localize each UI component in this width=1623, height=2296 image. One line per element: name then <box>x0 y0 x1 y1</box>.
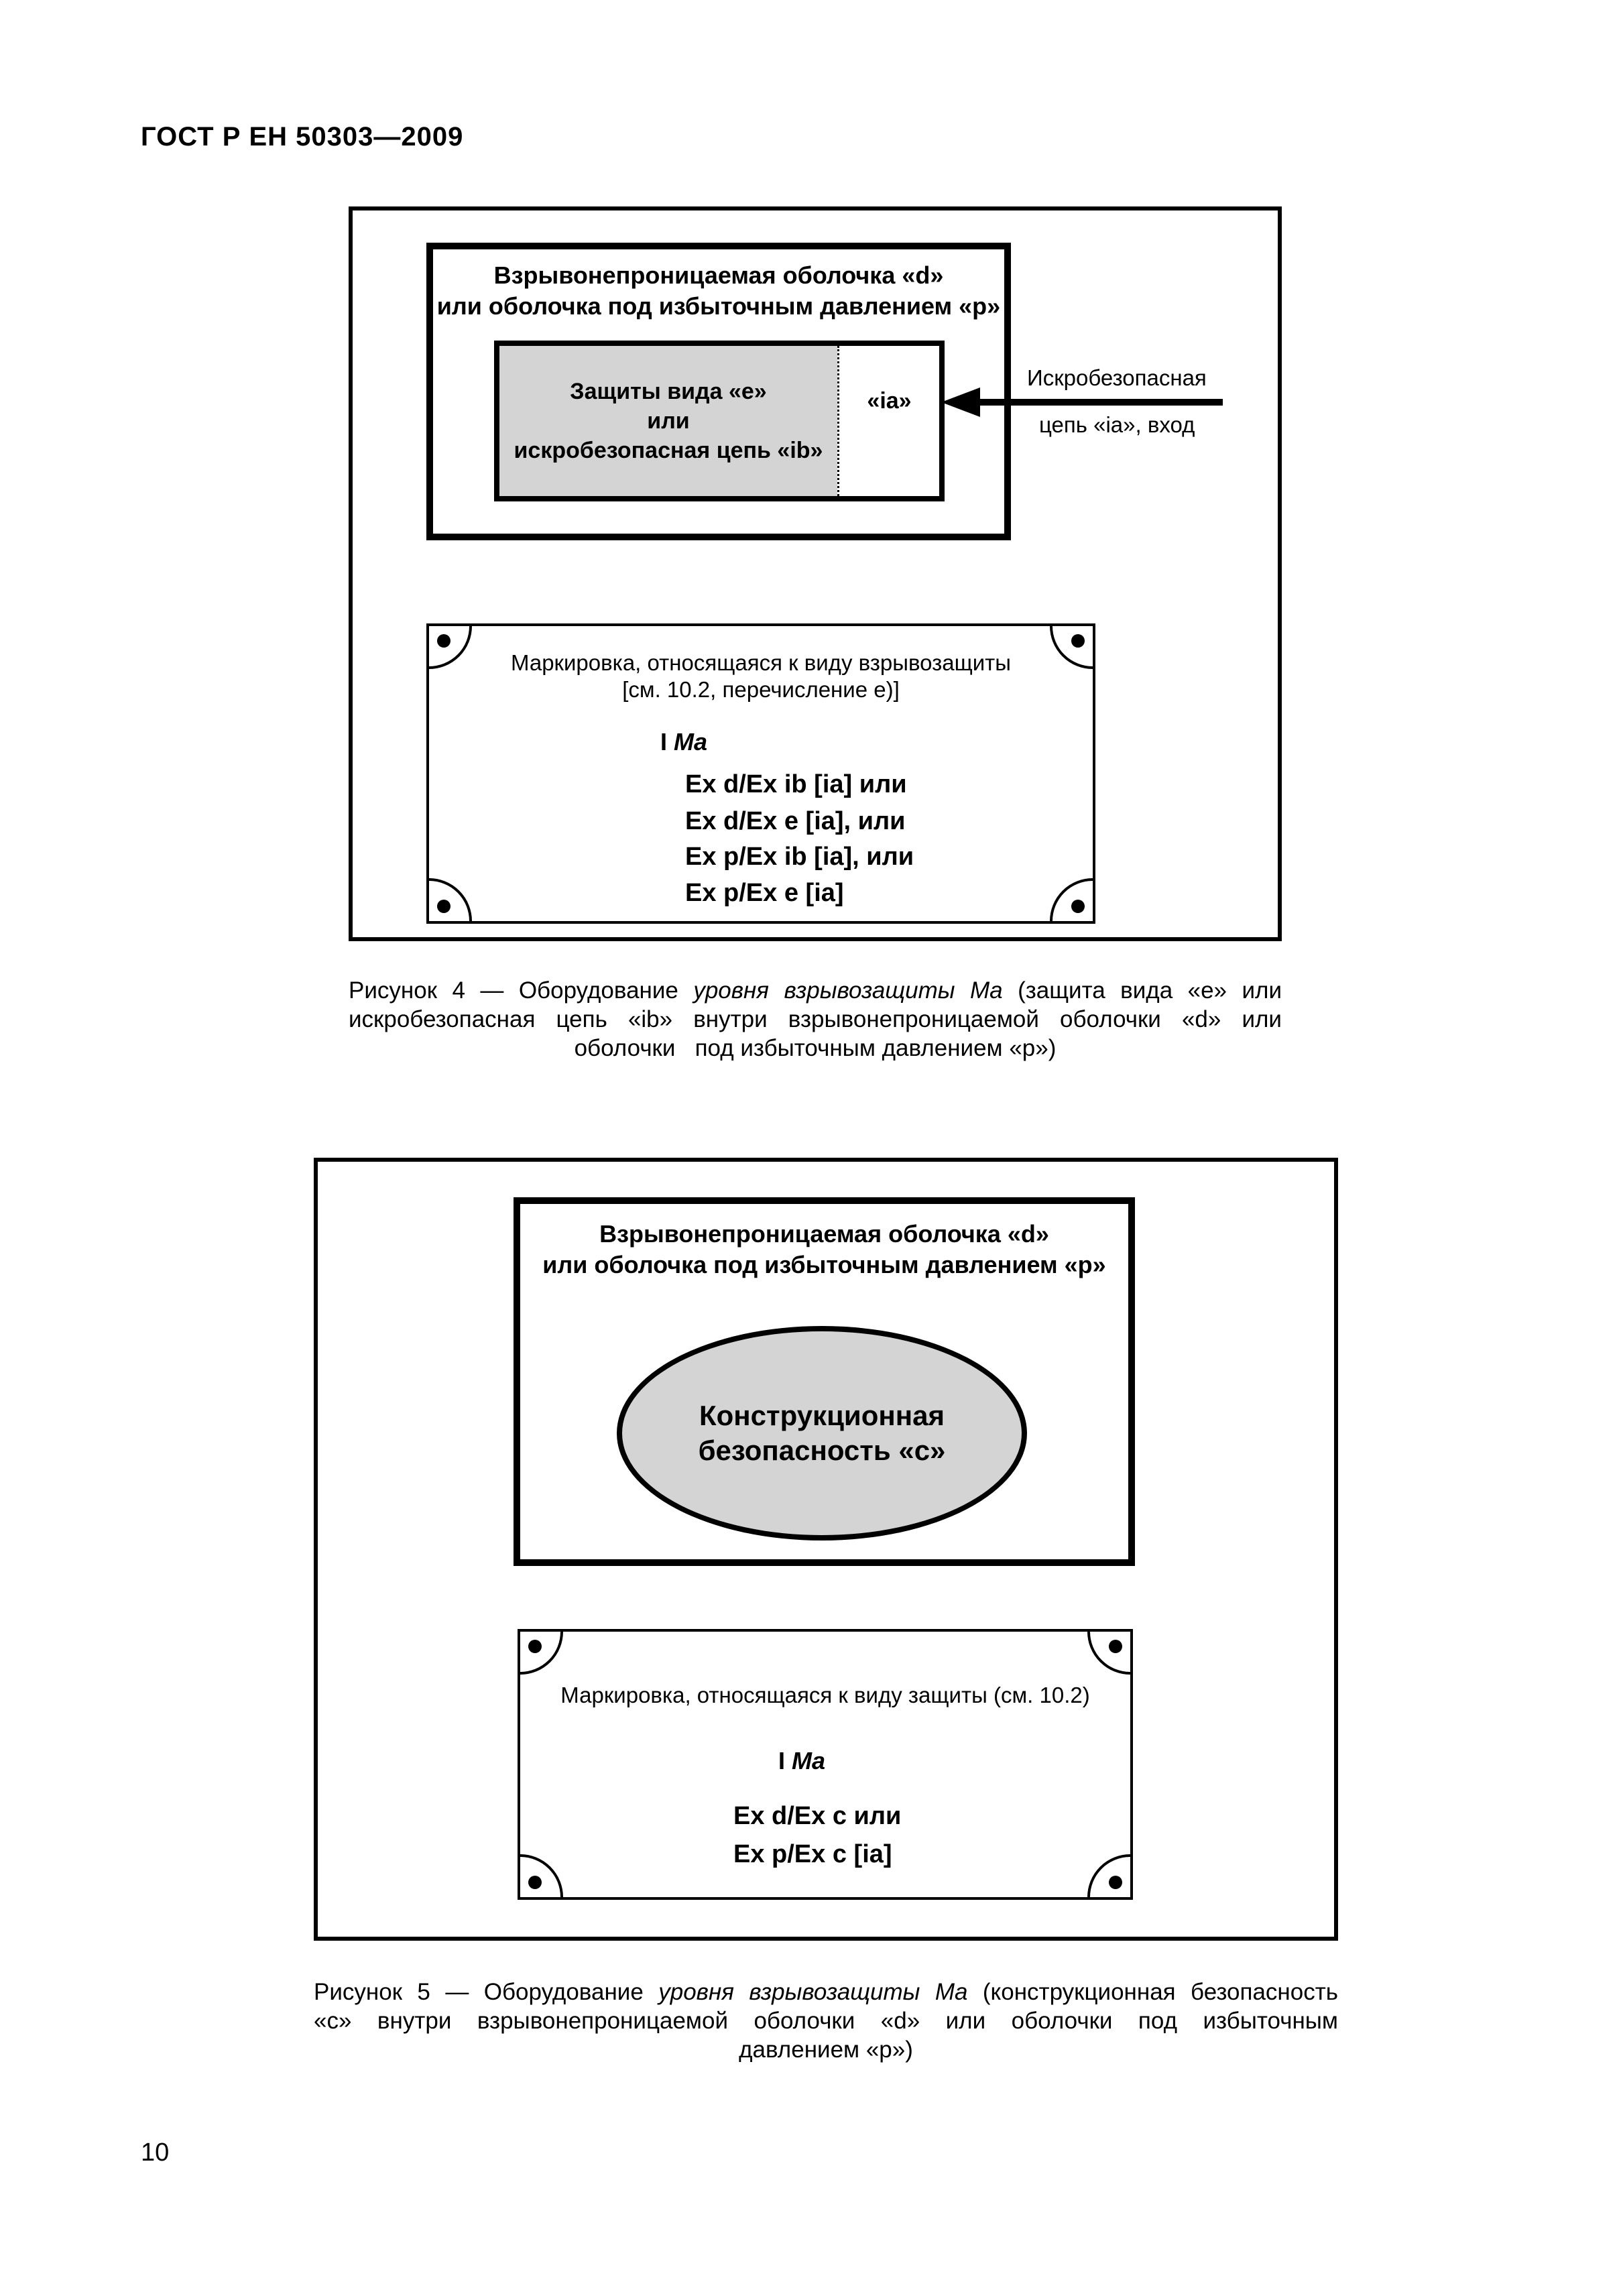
figure5-corner-tl <box>520 1632 567 1679</box>
figure4-inner-ia-label: «ia» <box>867 387 912 414</box>
document-header: ГОСТ Р ЕН 50303—2009 <box>141 122 464 152</box>
figure4-caption-italic: уровня взрывозащиты Ma <box>693 977 1003 1004</box>
figure5-enclosure-title-line1: Взрывонепроницаемая оболочка «d» <box>599 1220 1049 1248</box>
figure5-caption-line1-rest: (конструкционная безопасность <box>967 1979 1338 2005</box>
figure4-caption <box>349 976 1282 1063</box>
figure4-caption-line1-rest: (защита вида «е» или <box>1002 977 1282 1004</box>
figure4-corner-br <box>1046 874 1093 921</box>
figure4-level-ma: Ma <box>674 728 708 756</box>
figure5-caption-line3: давлением «р») <box>739 2037 913 2063</box>
figure5-caption-line2: «с» внутри взрывонепроницаемой оболочки «d» или оболочки под избыточным <box>314 2008 1338 2034</box>
figure4-inner-line1: Защиты вида «e» <box>570 379 767 404</box>
figure4-caption-line1 <box>349 976 1282 1005</box>
figure4-inner-line2: или <box>647 408 690 434</box>
figure5-oval-line2: безопасность «c» <box>698 1435 946 1466</box>
figure5-enclosure-title-line2: или оболочка под избыточным давлением «p» <box>542 1251 1106 1278</box>
figure5-caption-prefix: Рисунок 5 — Оборудование <box>314 1979 659 2005</box>
figure4-marking-plate <box>426 623 1095 924</box>
figure5-oval-line1: Конструкционная <box>699 1400 945 1431</box>
figure5-marking-title: Маркировка, относящаяся к виду защиты (см. 10.2) <box>560 1683 1090 1707</box>
figure4-inner-box <box>494 341 945 501</box>
figure4-marking-title-line2: [см. 10.2, перечисление e)] <box>622 677 900 702</box>
figure4-corner-bl <box>429 874 476 921</box>
figure5-caption-line1 <box>314 1978 1338 2006</box>
figure5-caption <box>314 1978 1338 2064</box>
figure5-enclosure-title <box>520 1219 1128 1280</box>
figure4-caption-line3: оболочки под избыточным давлением «р») <box>574 1035 1057 1061</box>
figure4-mark-1: Ex d/Ex ib [ia] или <box>685 770 907 798</box>
figure5-level-ma: Ma <box>792 1747 826 1774</box>
figure4-caption-line2: искробезопасная цепь «ib» внутри взрывонепроницаемой оболочки «d» или <box>349 1006 1282 1032</box>
figure5-corner-tr <box>1083 1632 1130 1679</box>
figure4-mark-2: Ex d/Ex e [ia], или <box>685 807 906 835</box>
page-number: 10 <box>141 2138 170 2167</box>
figure5-mark-2: Ex p/Ex c [ia] <box>733 1840 892 1868</box>
figure4-level-prefix: I <box>660 728 674 756</box>
figure4-mark-4: Ex p/Ex e [ia] <box>685 879 844 907</box>
figure4-inner-protection <box>499 346 837 496</box>
figure5-mark-1: Ex d/Ex c или <box>733 1802 902 1830</box>
figure5-caption-italic: уровня взрывозащиты Ma <box>658 1979 968 2005</box>
figure4-inner-line3: искробезопасная цепь «ib» <box>514 438 823 463</box>
figure4-marking-title-line1: Маркировка, относящаяся к виду взрывозащиты <box>510 650 1012 675</box>
figure4-mark-3: Ex p/Ex ib [ia], или <box>685 843 914 871</box>
figure4-arrow-head <box>941 387 980 417</box>
figure5-marking-plate <box>518 1629 1133 1900</box>
figure4-caption-prefix: Рисунок 4 — Оборудование <box>349 977 694 1004</box>
figure5-corner-br <box>1083 1850 1130 1897</box>
figure4-enclosure-title-line2: или оболочка под избыточным давлением «p» <box>436 292 1001 320</box>
figure5-level-prefix: I <box>778 1747 792 1774</box>
figure4-arrow-shaft <box>979 399 1223 406</box>
figure4-input-label-line2: цепь «ia», вход <box>1039 412 1195 437</box>
figure4-enclosure-title <box>433 260 1004 322</box>
figure5-level <box>778 1747 825 1775</box>
figure4-inner-ia <box>837 346 939 496</box>
figure5-corner-bl <box>520 1850 567 1897</box>
figure4-input-label-line1: Искробезопасная <box>1027 365 1207 390</box>
figure4-enclosure-title-line1: Взрывонепроницаемая оболочка «d» <box>493 261 944 289</box>
figure5-oval <box>617 1326 1027 1540</box>
figure4-level <box>660 728 707 756</box>
figure4-marking-title <box>429 650 1093 703</box>
